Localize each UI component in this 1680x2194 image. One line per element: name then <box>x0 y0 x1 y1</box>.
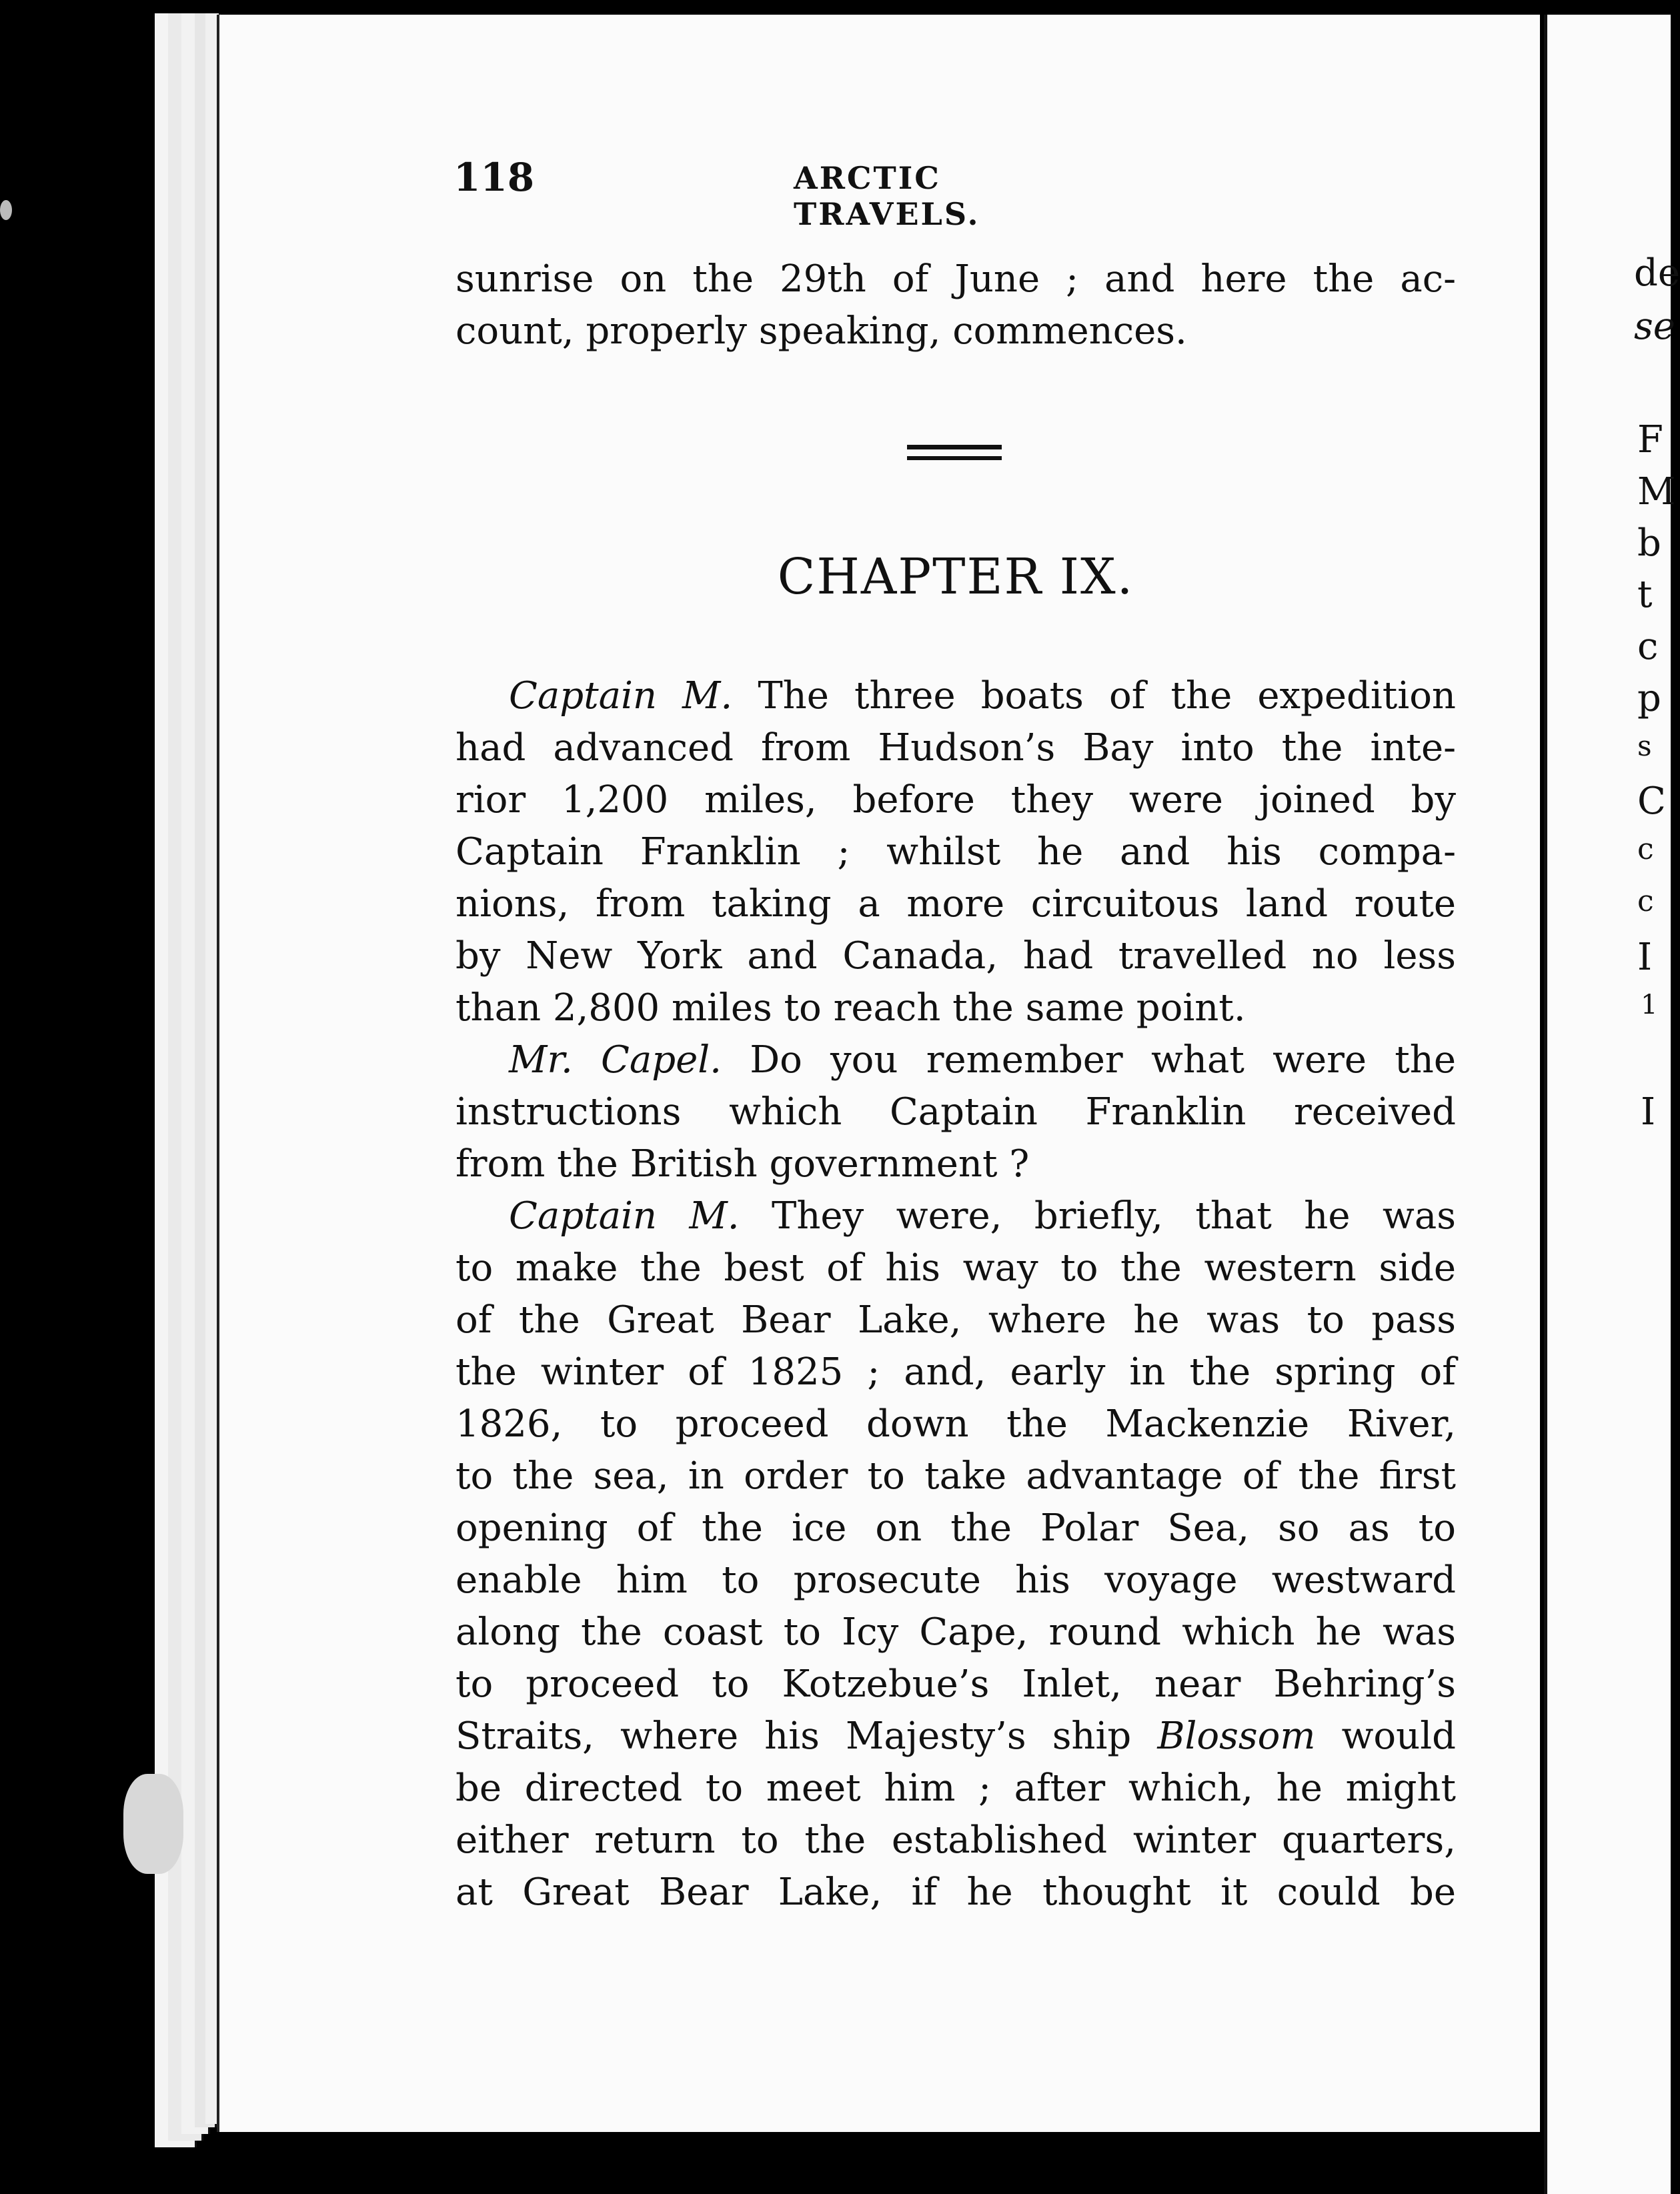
facing-fragment: I <box>1637 936 1653 979</box>
text-line <box>456 670 1456 722</box>
line-text: Straits, where his Majesty’s ship <box>456 1715 1132 1758</box>
text-line: than 2,800 miles to reach the same point. <box>456 986 1246 1030</box>
facing-fragment: c <box>1637 625 1659 668</box>
running-title: ARCTIC TRAVELS. <box>794 160 980 232</box>
text-line: to proceed to Kotzebue’s Inlet, near Behring’s <box>456 1663 1456 1706</box>
continuation-text <box>456 253 1456 357</box>
facing-fragment: F <box>1637 418 1663 461</box>
line-text: They were, briefly, that he was <box>772 1194 1456 1238</box>
facing-fragment: I <box>1641 1090 1656 1134</box>
scan-blemish <box>0 200 12 220</box>
text-line: be directed to meet him ; after which, he might <box>456 1767 1456 1810</box>
section-rule <box>907 445 1002 449</box>
text-line: either return to the established winter quarters, <box>456 1819 1456 1862</box>
text-line <box>456 1034 1456 1086</box>
text-line: enable him to prosecute his voyage westward <box>456 1558 1456 1602</box>
text-line: opening of the ice on the Polar Sea, so as to <box>456 1506 1456 1550</box>
facing-page <box>1544 15 1680 2194</box>
text-line: to the sea, in order to take advantage of the first <box>456 1454 1456 1498</box>
running-head <box>454 155 1134 232</box>
text-line: by New York and Canada, had travelled no less <box>456 934 1456 978</box>
chapter-heading: CHAPTER IX. <box>777 548 1134 606</box>
text-line: instructions which Captain Franklin received <box>456 1090 1456 1134</box>
facing-fragment: t <box>1637 573 1653 616</box>
facing-fragment: p <box>1637 677 1661 720</box>
facing-fragment: c <box>1637 884 1654 918</box>
facing-fragment: M <box>1637 470 1676 513</box>
text-line: sunrise on the 29th of June ; and here the ac- <box>456 257 1456 301</box>
text-line: nions, from taking a more circuitous land route <box>456 882 1456 926</box>
text-line: Captain Franklin ; whilst he and his compa- <box>456 830 1456 874</box>
facing-fragment: c <box>1637 832 1654 866</box>
speaker-label: Mr. Capel. <box>509 1038 722 1082</box>
text-line: at Great Bear Lake, if he thought it could be <box>456 1871 1456 1914</box>
page-number: 118 <box>454 155 535 200</box>
text-line: 1826, to proceed down the Mackenzie River, <box>456 1402 1456 1446</box>
text-line: had advanced from Hudson’s Bay into the inte- <box>456 726 1456 770</box>
ship-name: Blossom <box>1157 1715 1316 1758</box>
facing-fragment: se <box>1634 305 1675 348</box>
text-line <box>456 1711 1456 1763</box>
line-text: The three boats of the expedition <box>758 674 1456 718</box>
line-text: Do you remember what were the <box>750 1038 1456 1082</box>
scan-blemish <box>123 1774 183 1874</box>
speaker-label: Captain M. <box>509 1194 740 1238</box>
facing-fragment: 1 <box>1641 990 1658 1020</box>
line-text: would <box>1341 1715 1456 1758</box>
text-line: to make the best of his way to the western side <box>456 1246 1456 1290</box>
facing-fragment: de <box>1634 251 1680 295</box>
dialogue-body <box>456 670 1456 1919</box>
text-line: from the British government ? <box>456 1142 1030 1186</box>
facing-fragment: s <box>1637 730 1652 762</box>
text-line: count, properly speaking, commences. <box>456 309 1187 353</box>
speaker-label: Captain M. <box>509 674 733 718</box>
text-line: the winter of 1825 ; and, early in the spring of <box>456 1350 1456 1394</box>
text-line: along the coast to Icy Cape, round which he was <box>456 1610 1456 1654</box>
text-line: rior 1,200 miles, before they were joined by <box>456 778 1456 822</box>
facing-fragment: b <box>1637 521 1661 565</box>
facing-fragment: C <box>1637 780 1666 823</box>
text-line: of the Great Bear Lake, where he was to pass <box>456 1298 1456 1342</box>
section-rule <box>907 456 1002 460</box>
text-line <box>456 1190 1456 1242</box>
